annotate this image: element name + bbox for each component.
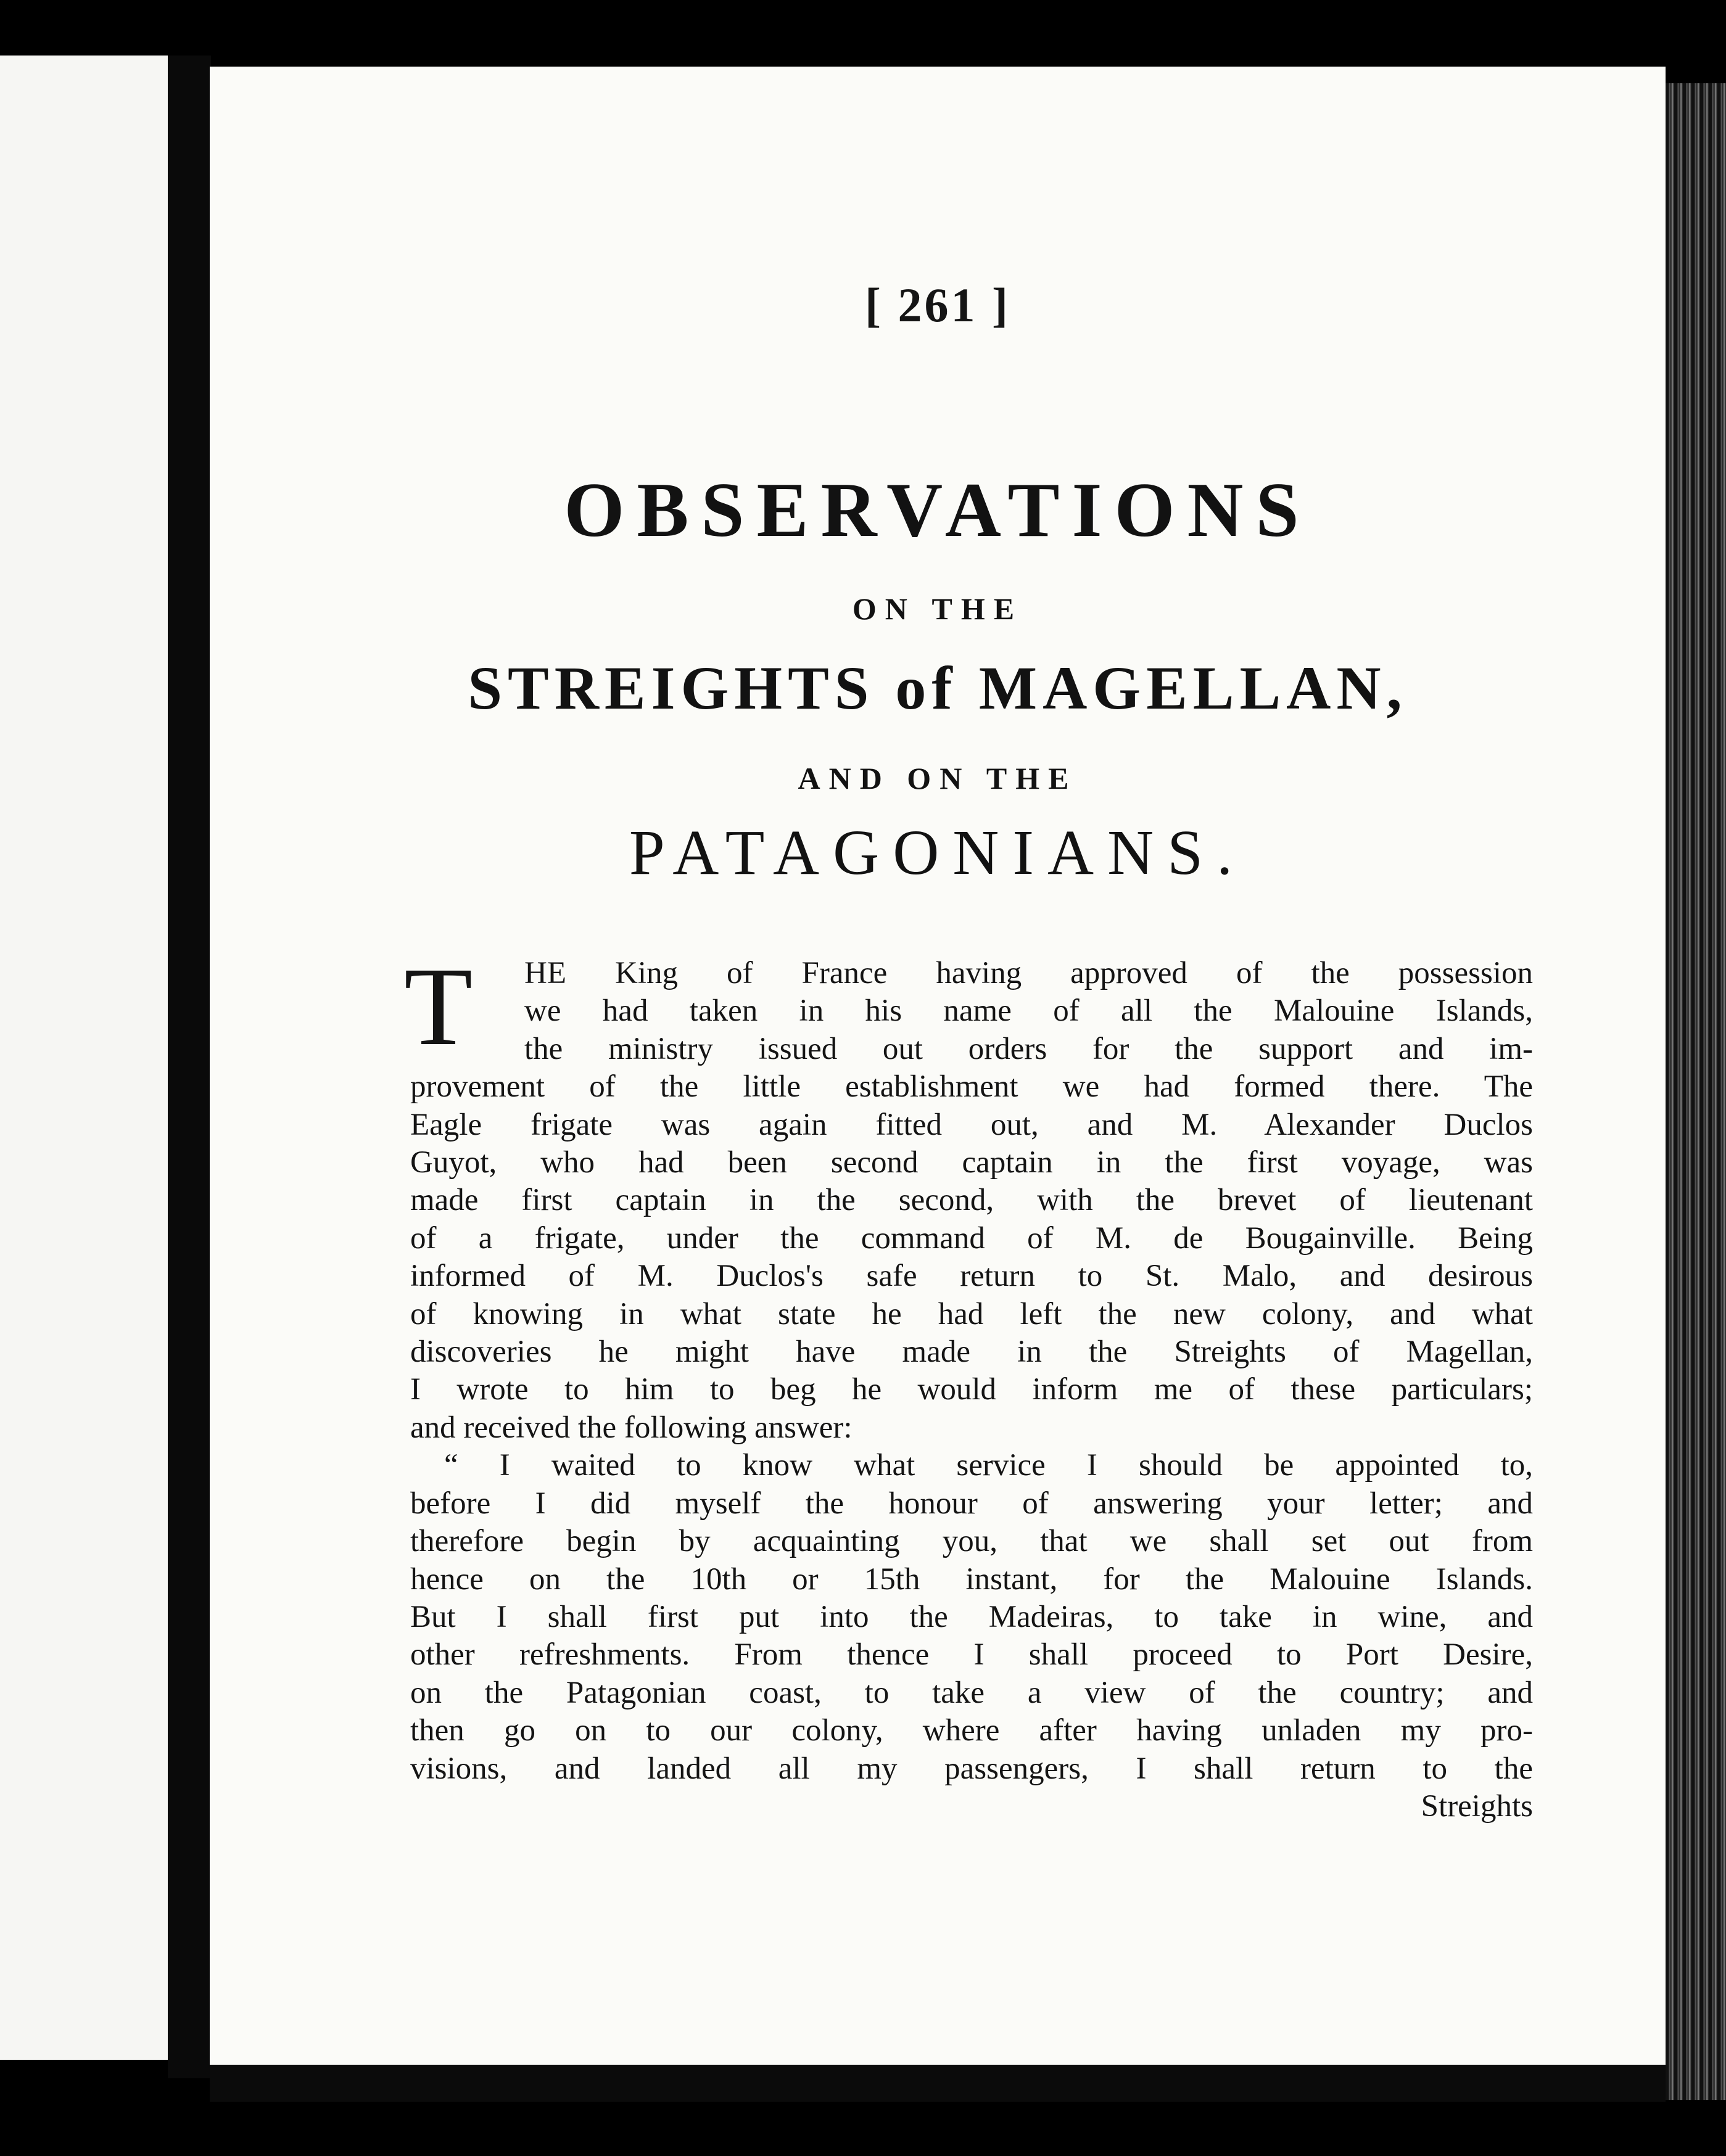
text-line: we had taken in his name of all the Malouine Islands, <box>524 994 1533 1029</box>
text-line: informed of M. Duclos's safe return to St. Malo, and desirous <box>410 1259 1533 1294</box>
text-line: I wrote to him to beg he would inform me of these particulars; <box>410 1372 1533 1407</box>
title-streights: STREIGHTS of MAGELLAN, <box>468 654 1408 722</box>
title-and-on-the: AND ON THE <box>798 761 1078 796</box>
text-line: Eagle frigate was again fitted out, and M. Alexander Duclos <box>410 1107 1533 1142</box>
text-line: therefore begin by acquainting you, that we shall set out from <box>410 1524 1533 1559</box>
title-patagonians: PATAGONIANS. <box>629 817 1247 888</box>
text-line: then go on to our colony, where after having unladen my pro- <box>410 1713 1533 1748</box>
page-edges <box>1666 83 1726 2100</box>
text-line: HE King of France having approved of the possession <box>524 956 1533 990</box>
book-page <box>210 67 1666 2065</box>
gutter-shadow <box>168 56 211 2078</box>
text-line: Guyot, who had been second captain in the first voyage, was <box>410 1145 1533 1180</box>
text-line: the ministry issued out orders for the support and im- <box>524 1031 1533 1066</box>
text-line: before I did myself the honour of answering your letter; and <box>410 1486 1533 1521</box>
text-line: made first captain in the second, with the brevet of lieutenant <box>410 1183 1533 1218</box>
text-line: provement of the little establishment we had formed there. The <box>410 1069 1533 1105</box>
text-line: on the Patagonian coast, to take a view of the country; and <box>410 1675 1533 1710</box>
drop-cap: T <box>404 945 473 1069</box>
page-number: [ 261 ] <box>865 278 1010 332</box>
title-observations: OBSERVATIONS <box>564 467 1311 553</box>
text-line: hence on the 10th or 15th instant, for the Malouine Islands. <box>410 1561 1533 1597</box>
text-line: But I shall first put into the Madeiras, to take in wine, and <box>410 1599 1533 1634</box>
title-on-the: ON THE <box>852 591 1023 626</box>
catchword: Streights <box>1421 1788 1533 1824</box>
text-line: discoveries he might have made in the Streights of Magellan, <box>410 1335 1533 1370</box>
text-line: visions, and landed all my passengers, I shall return to the <box>410 1751 1533 1786</box>
body-text <box>404 945 1533 1825</box>
text-line: and received the following answer: <box>410 1410 853 1445</box>
text-line: of a frigate, under the command of M. de Bougainville. Being <box>410 1220 1533 1256</box>
text-line: other refreshments. From thence I shall proceed to Port Desire, <box>410 1637 1533 1673</box>
facing-page-edge <box>0 56 168 2060</box>
bottom-shadow <box>210 2065 1666 2102</box>
text-line: “ I waited to know what service I should be appointed to, <box>444 1448 1533 1483</box>
text-line: of knowing in what state he had left the new colony, and what <box>410 1296 1533 1331</box>
